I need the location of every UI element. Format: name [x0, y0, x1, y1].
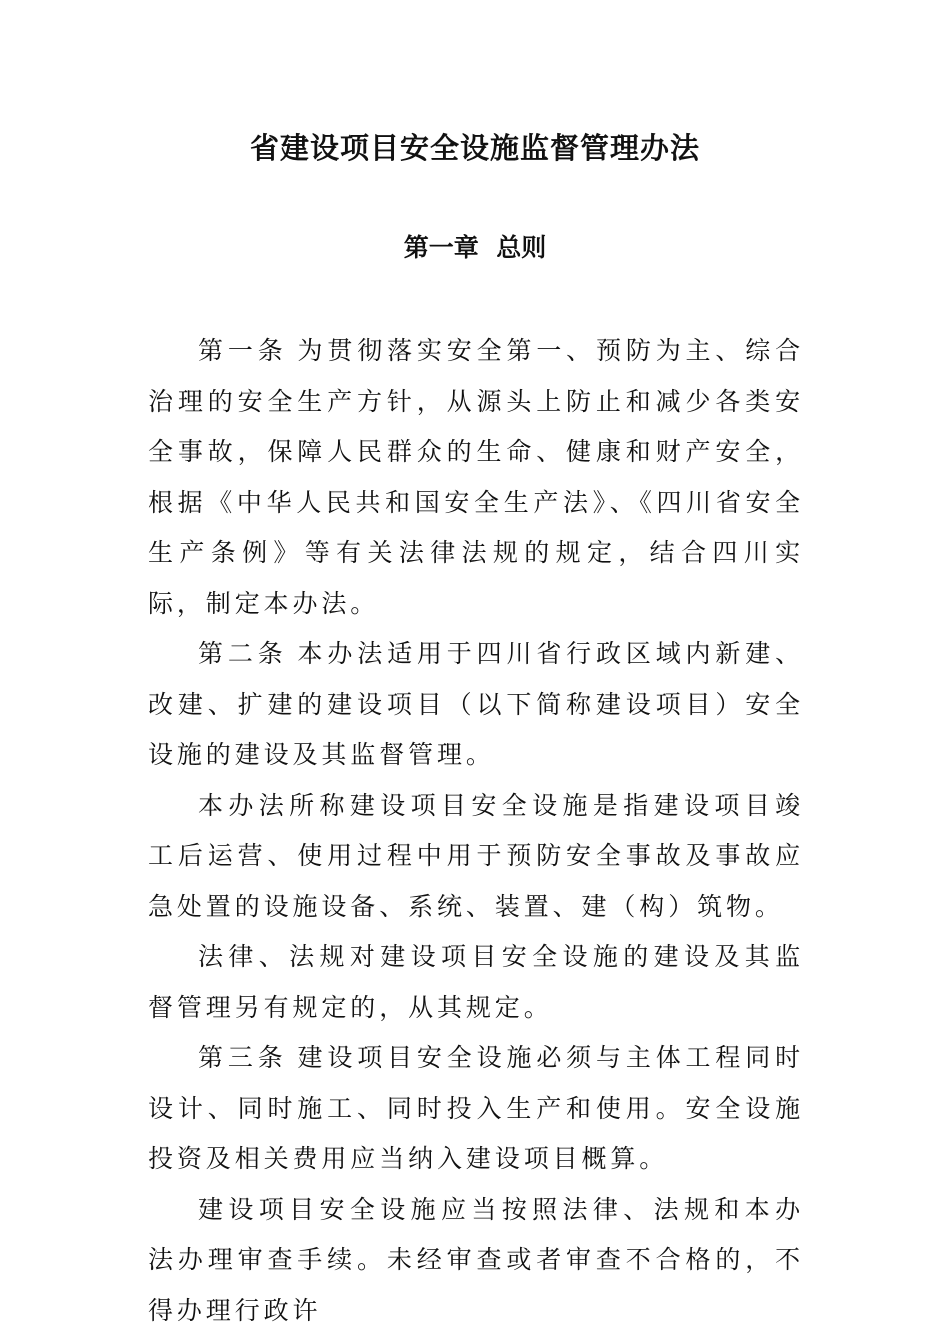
paragraph-text: 本办法适用于四川省行政区域内新建、改建、扩建的建设项目（以下简称建设项目）安全设施的建设及其监督管理。 — [148, 639, 804, 769]
paragraph-text: 本办法所称建设项目安全设施是指建设项目竣工后运营、使用过程中用于预防安全事故及事故应急处置的设施设备、系统、装置、建（构）筑物。 — [148, 790, 804, 921]
body-paragraph — [148, 932, 804, 1033]
paragraph-text: 建设项目安全设施应当按照法律、法规和本办法办理审查手续。未经审查或者审查不合格的，不得办理行政许 — [148, 1194, 804, 1325]
body-paragraph — [148, 781, 804, 933]
article-number: 第三条 — [198, 1043, 288, 1072]
body-paragraph — [148, 1185, 804, 1337]
chapter-heading: 第一章 总则 — [403, 233, 547, 262]
document-body — [148, 326, 804, 1336]
paragraph-text: 为贯彻落实安全第一、预防为主、综合治理的安全生产方针，从源头上防止和减少各类安全事故，保障人民群众的生命、健康和财产安全，根据《中华人民共和国安全生产法》、《四川省安全生产条例》等有关法律法规的规定，结合四川实际，制定本办法。 — [148, 336, 804, 618]
paragraph-text: 法律、法规对建设项目安全设施的建设及其监督管理另有规定的，从其规定。 — [148, 942, 804, 1022]
article-number: 第二条 — [198, 639, 288, 668]
article-paragraph — [148, 326, 804, 629]
article-number: 第一条 — [198, 336, 288, 365]
paragraph-text: 建设项目安全设施必须与主体工程同时设计、同时施工、同时投入生产和使用。安全设施投资及相关费用应当纳入建设项目概算。 — [148, 1043, 804, 1173]
article-paragraph — [148, 1033, 804, 1185]
document-title: 省建设项目安全设施监督管理办法 — [249, 131, 700, 165]
article-paragraph — [148, 629, 804, 781]
